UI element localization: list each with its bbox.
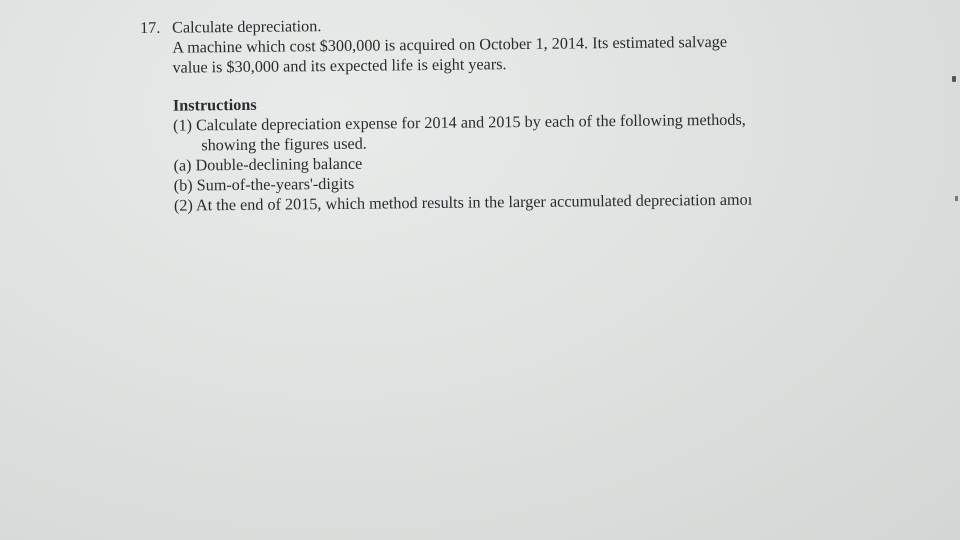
instruction-item-1-line-1: (1) Calculate depreciation expense for 2014 and 2015 by each of the following methods, xyxy=(173,110,746,135)
instruction-item-b: (b) Sum-of-the-years'-digits xyxy=(173,174,355,195)
page-edge-mark-lower xyxy=(955,196,958,201)
bleed-through-area xyxy=(380,240,800,270)
instructions-heading: Instructions xyxy=(172,95,257,115)
problem-number: 17. xyxy=(140,18,161,37)
instruction-item-a: (a) Double-declining balance xyxy=(173,154,363,175)
instruction-item-2: (2) At the end of 2015, which method results in the larger accumulated depreciation amoı xyxy=(173,190,753,215)
page-edge-mark xyxy=(952,76,956,82)
problem-block xyxy=(140,10,922,216)
problem-description-line-2: value is $30,000 and its expected life is eight years. xyxy=(172,55,507,77)
problem-title: Calculate depreciation. xyxy=(172,17,322,37)
instruction-item-1-line-2: showing the figures used. xyxy=(201,134,367,155)
problem-description-line-1: A machine which cost $300,000 is acquired on October 1, 2014. Its estimated salvage xyxy=(172,32,728,57)
